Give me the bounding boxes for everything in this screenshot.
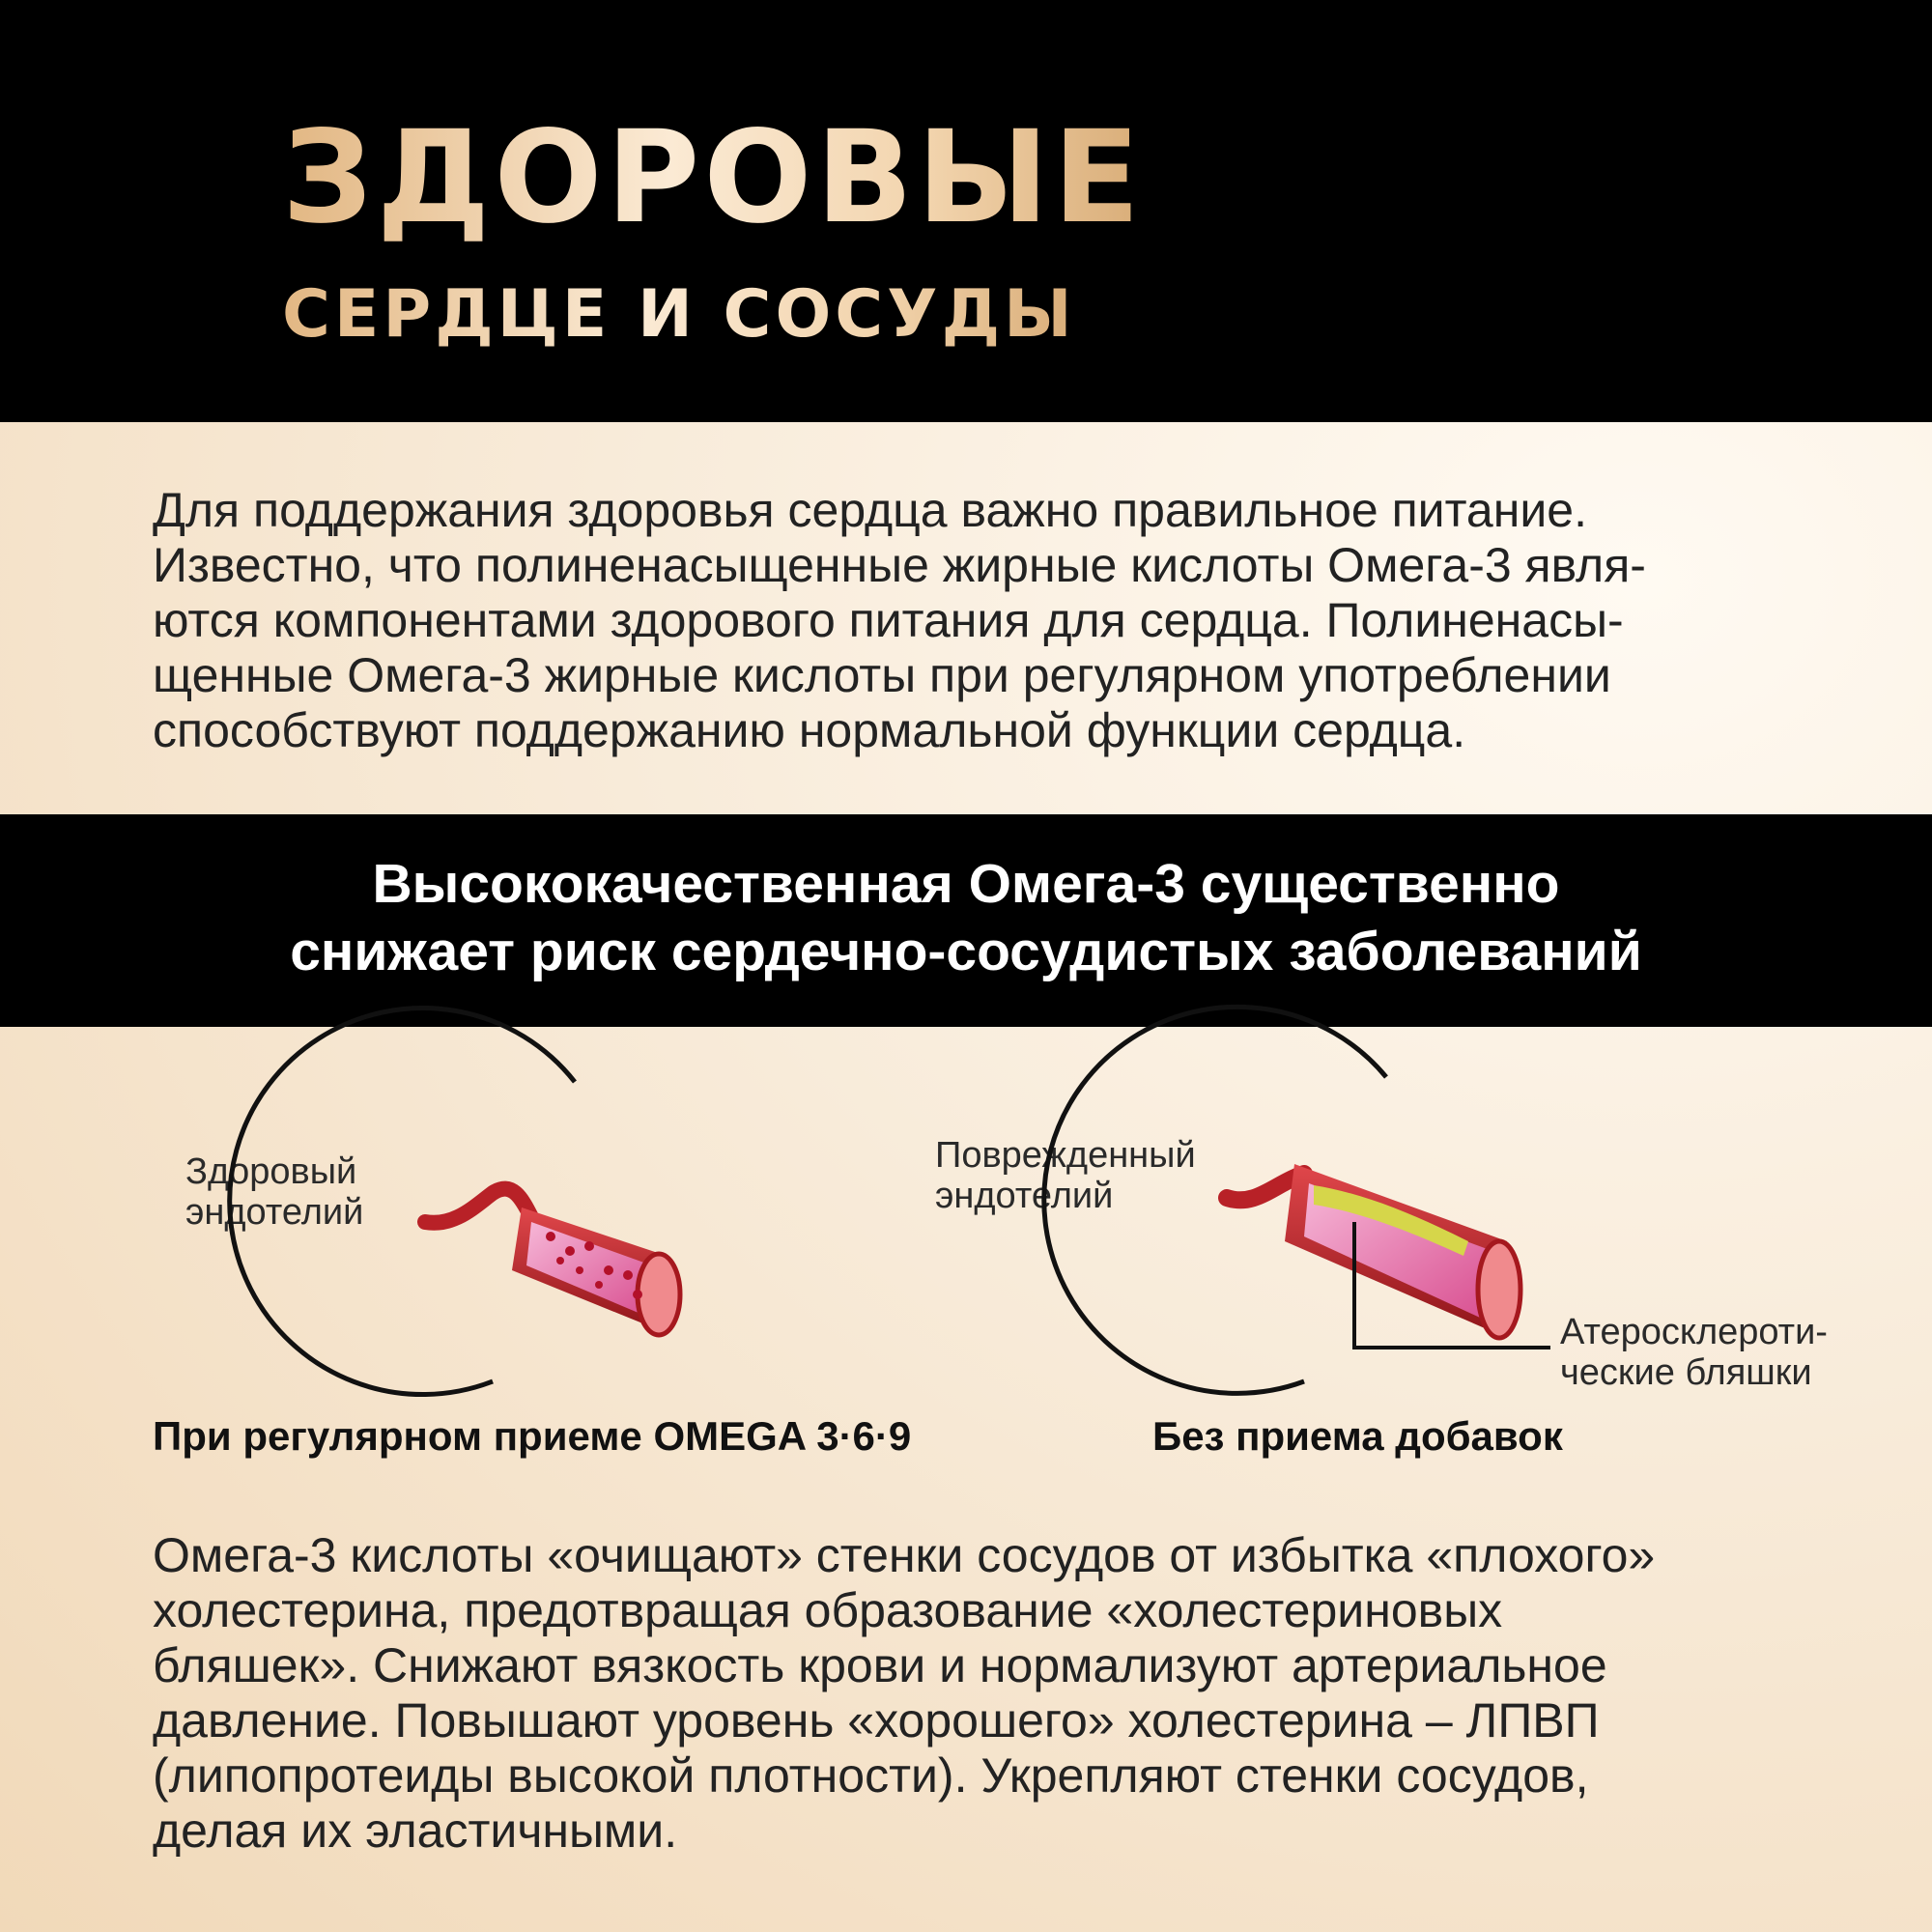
plaque-label bbox=[1560, 1312, 1828, 1393]
damaged-vessel-opening bbox=[1478, 1241, 1520, 1338]
outro-line: (липопротеиды высокой плотности). Укрепляют стенки сосудов, bbox=[153, 1748, 1589, 1803]
outro-line: Омега-3 кислоты «очищают» стенки сосудов от избытка «плохого» bbox=[153, 1528, 1656, 1582]
claim-heading bbox=[0, 850, 1932, 985]
intro-line: ются компонентами здорового питания для сердца. Полиненасы- bbox=[153, 593, 1624, 647]
outro-line: бляшек». Снижают вязкость крови и нормализуют артериальное bbox=[153, 1638, 1607, 1692]
outro-paragraph bbox=[153, 1528, 1833, 1859]
page-title: ЗДОРОВЫЕ bbox=[282, 103, 1145, 252]
intro-line: Известно, что полиненасыщенные жирные кислоты Омега-3 явля- bbox=[153, 538, 1646, 592]
intro-line: способствуют поддержанию нормальной функции сердца. bbox=[153, 703, 1466, 757]
claim-line: Высококачественная Омега-3 существенно bbox=[372, 853, 1560, 915]
outro-line: давление. Повышают уровень «хорошего» холестерина – ЛПВП bbox=[153, 1693, 1600, 1747]
claim-line: снижает риск сердечно-сосудистых заболеваний bbox=[290, 921, 1642, 982]
label-line: эндотелий bbox=[935, 1176, 1114, 1216]
intro-line: щенные Омега-3 жирные кислоты при регулярном употреблении bbox=[153, 648, 1611, 702]
outro-line: холестерина, предотвращая образование «холестериновых bbox=[153, 1583, 1503, 1637]
damaged-caption: Без приема добавок bbox=[1152, 1413, 1563, 1459]
healthy-vessel-opening bbox=[638, 1254, 680, 1335]
outro-line: делая их эластичными. bbox=[153, 1804, 678, 1858]
label-line: эндотелий bbox=[185, 1192, 364, 1233]
healthy-vessel-tail bbox=[425, 1189, 531, 1223]
label-line: Атеросклероти- bbox=[1560, 1312, 1828, 1352]
label-line: ческие бляшки bbox=[1560, 1352, 1812, 1393]
label-line: Поврежденный bbox=[935, 1135, 1196, 1176]
healthy-caption: При регулярном приеме OMEGA 3·6·9 bbox=[153, 1413, 912, 1459]
page-subtitle: СЕРДЦЕ И СОСУДЫ bbox=[282, 276, 1076, 353]
intro-paragraph bbox=[153, 483, 1833, 758]
healthy-vessel-illustration bbox=[406, 1101, 734, 1391]
healthy-endothelium-label bbox=[185, 1151, 363, 1233]
damaged-endothelium-label bbox=[935, 1135, 1196, 1216]
intro-line: Для поддержания здоровья сердца важно правильное питание. bbox=[153, 483, 1587, 537]
damaged-vessel-illustration bbox=[1217, 1096, 1604, 1386]
label-line: Здоровый bbox=[185, 1151, 357, 1192]
